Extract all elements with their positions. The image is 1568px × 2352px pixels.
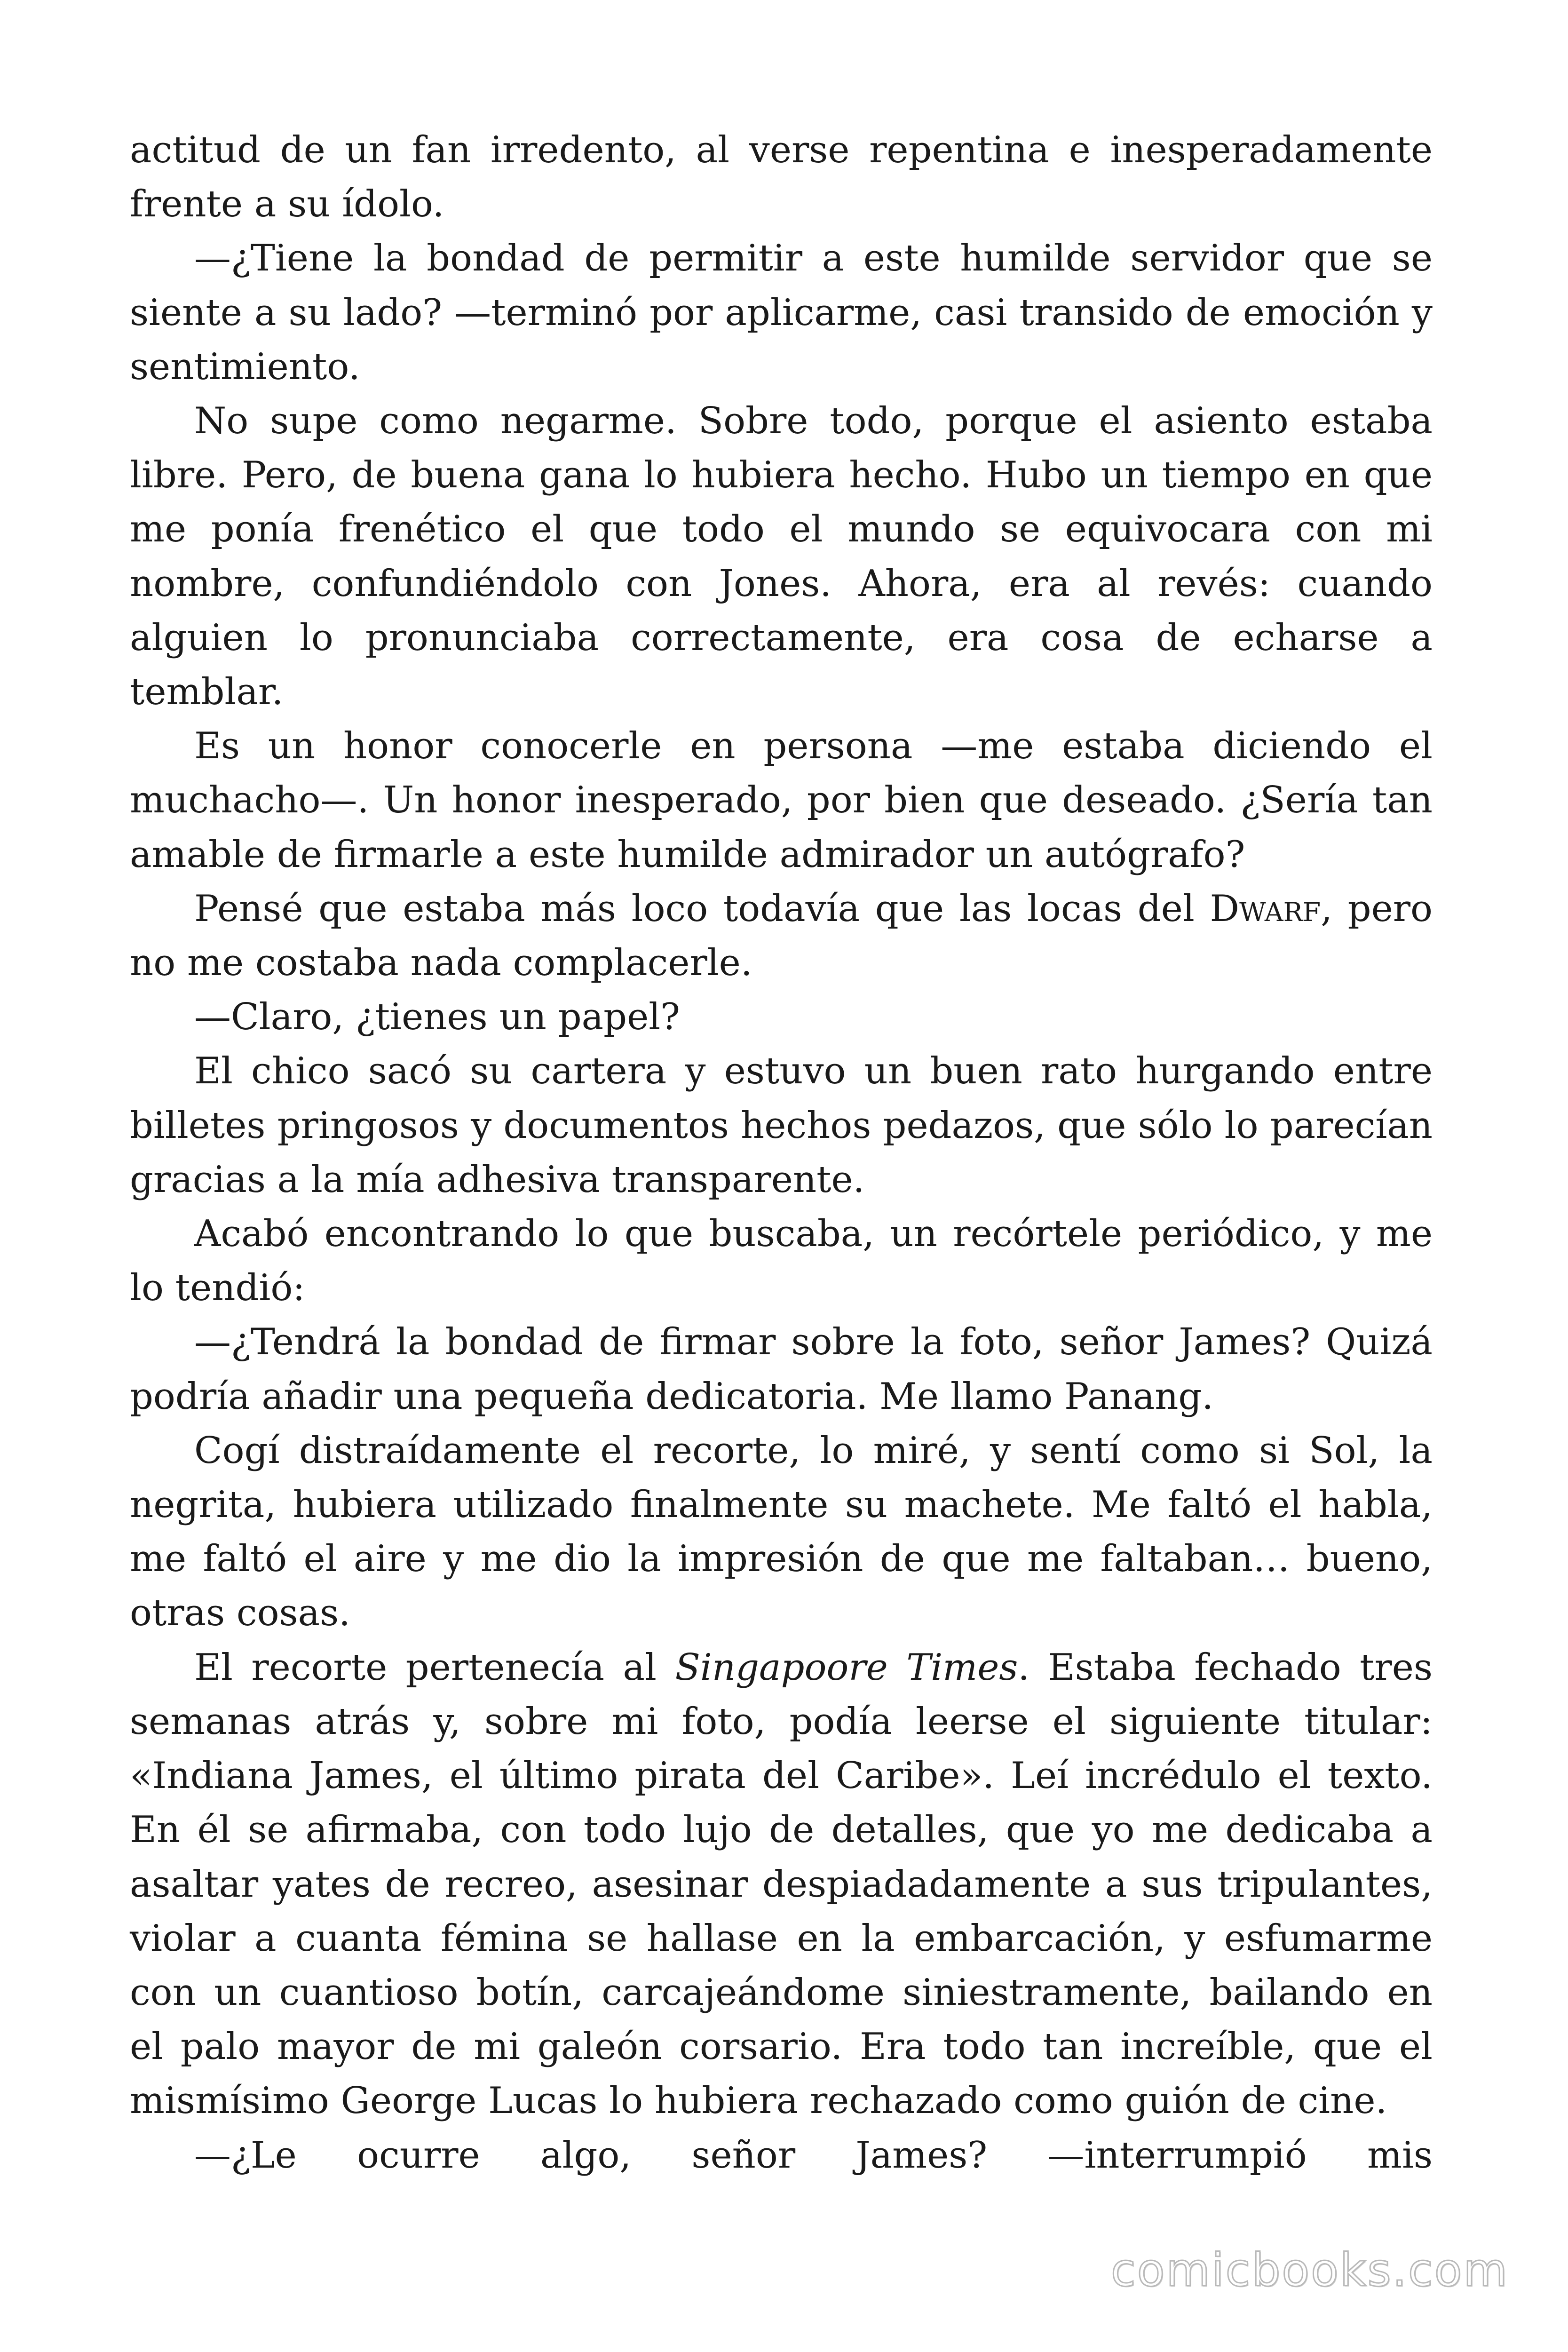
- paragraph-11: [130, 1641, 1433, 2129]
- paragraph-4: Es un honor conocerle en persona —me estaba diciendo el muchacho—. Un honor inesperado, por bien que deseado. ¿Sería tan amable de firmarle a este humilde admirador un autógrafo?: [130, 725, 1433, 876]
- paragraph-10: Cogí distraídamente el recorte, lo miré, y sentí como si Sol, la negrita, hubiera utilizado finalmente su machete. Me faltó el habla, me faltó el aire y me dio la impresión de que me faltaban… bueno, otras cosas.: [130, 1429, 1433, 1635]
- paragraph-11-end: . Estaba fechado tres semanas atrás y, sobre mi foto, podía leerse el siguiente titular: «Indiana James, el último pirata del Caribe». Leí incrédulo el texto. En él se afirmaba, con todo lujo de detalles, que yo me dedicaba a asaltar yates de recreo, asesinar despiadadamente a sus tripulantes, violar a cuanta fémina se hallase en la embarcación, y esfumarme con un cuantioso botín, carcajeándome siniestramente, bailando en el palo mayor de mi galeón corsario. Era todo tan increíble, que el mismísimo George Lucas lo hubiera rechazado como guión de cine.: [130, 1646, 1433, 2122]
- newspaper-title: Singapoore Times: [675, 1646, 1018, 1689]
- paragraph-2: —¿Tiene la bondad de permitir a este humilde servidor que se siente a su lado? —terminó por aplicarme, casi transido de emoción y sentimiento.: [130, 237, 1433, 388]
- paragraph-5-start: Pensé que estaba más loco todavía que las locas del: [194, 887, 1210, 930]
- paragraph-9: —¿Tendrá la bondad de firmar sobre la foto, señor James? Quizá podría añadir una pequeña dedicatoria. Me llamo Panang.: [130, 1321, 1433, 1418]
- paragraph-6: —Claro, ¿tienes un papel?: [194, 996, 681, 1039]
- paragraph-1: actitud de un fan irredento, al verse repentina e inesperadamente frente a su ídolo.: [130, 129, 1433, 226]
- watermark: comicbooks.com: [1110, 2244, 1509, 2296]
- paragraph-7: El chico sacó su cartera y estuvo un buen rato hurgando entre billetes pringosos y documentos hechos pedazos, que sólo lo parecían gracias a la mía adhesiva transparente.: [130, 1050, 1433, 1201]
- paragraph-12: —¿Le ocurre algo, señor James? —interrumpió mis: [194, 2134, 1433, 2177]
- paragraph-5-end: , pero no me costaba nada complacerle.: [130, 887, 1433, 985]
- paragraph-11-start: El recorte pertenecía al: [194, 1646, 675, 1689]
- paragraph-3: No supe como negarme. Sobre todo, porque el asiento estaba libre. Pero, de buena gana lo hubiera hecho. Hubo un tiempo en que me ponía frenético el que todo el mundo se equivocara con mi nombre, confundiéndolo con Jones. Ahora, era al revés: cuando alguien lo pronunciaba correctamente, era cosa de echarse a temblar.: [130, 400, 1433, 714]
- dwarf-smallcaps: Dwarf: [1210, 887, 1321, 930]
- paragraph-5: [130, 882, 1433, 990]
- paragraph-8: Acabó encontrando lo que buscaba, un recórtele periódico, y me lo tendió:: [130, 1213, 1433, 1310]
- page-body: [130, 123, 1433, 2183]
